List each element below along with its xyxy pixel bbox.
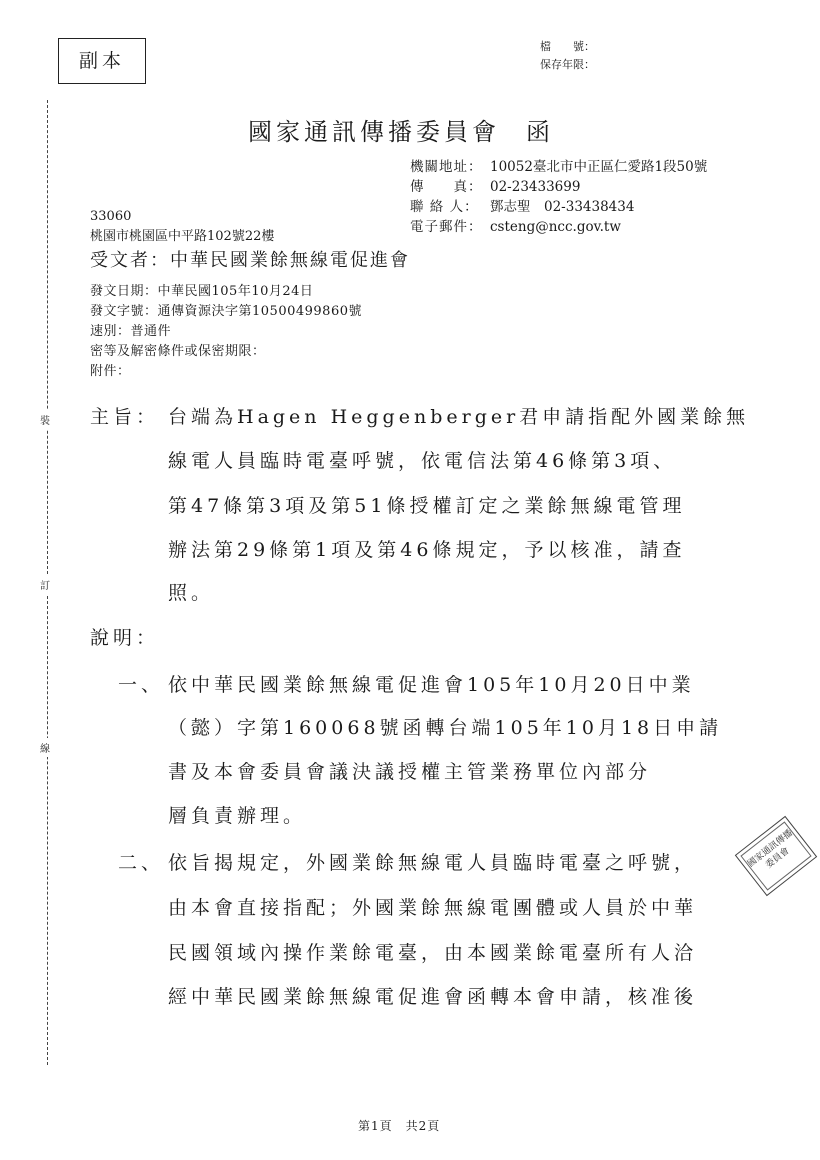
copy-label: 副本 [58, 38, 146, 84]
subject-line: 線電人員臨時電臺呼號，依電信法第46條第3項、 [168, 450, 677, 472]
document-title [248, 112, 554, 147]
recipient-postcode: 33060 [90, 209, 132, 224]
item-line: 依旨揭規定，外國業餘無線電人員臨時電臺之呼號， [168, 852, 698, 874]
binding-mark: 訂 [40, 575, 50, 594]
delivery-speed: 速別：普通件 [90, 324, 172, 339]
subject-label: 主旨： [90, 406, 160, 428]
item-line: （懿）字第160068號函轉台端105年10月18日申請 [168, 717, 723, 739]
item-line: 書及本會委員會議決議授權主管業務單位內部分 [168, 761, 652, 783]
subject-line: 照。 [168, 582, 215, 604]
subject-line: 第47條第3項及第51條授權訂定之業餘無線電管理 [168, 495, 686, 517]
item-line: 層負責辦理。 [168, 805, 307, 827]
subject-line: 辦法第29條第1項及第46條規定，予以核准，請查 [168, 539, 686, 561]
recipient-street: 桃園市桃園區中平路102號22樓 [90, 229, 275, 244]
contact-person-value: 鄧志聖 02-33438434 [490, 199, 635, 215]
fax-label: 傳 真： [410, 179, 483, 195]
issue-date: 發文日期：中華民國105年10月24日 [90, 284, 314, 299]
item-line: 民國領域內操作業餘電臺，由本國業餘電臺所有人洽 [168, 942, 698, 964]
document-number: 發文字號：通傳資源決字第10500499860號 [90, 304, 362, 319]
item-line: 依中華民國業餘無線電促進會105年10月20日中業 [168, 674, 695, 696]
item-line: 經中華民國業餘無線電促進會函轉本會申請，核准後 [168, 986, 698, 1008]
email-value: csteng@ncc.gov.tw [490, 219, 621, 235]
contact-fax [410, 175, 580, 195]
contact-address [410, 155, 707, 175]
official-stamp: 國家通訊傳播委員會 [735, 816, 817, 896]
item-line: 由本會直接指配；外國業餘無線電團體或人員於中華 [168, 897, 698, 919]
email-label: 電子郵件： [410, 219, 483, 235]
contact-person-label: 聯 絡 人： [410, 199, 479, 215]
item-number: 一、 [118, 674, 165, 696]
address-label: 機關地址： [410, 159, 483, 175]
secrecy-level: 密等及解密條件或保密期限： [90, 344, 266, 359]
document-type: 函 [526, 118, 554, 146]
item-number: 二、 [118, 852, 165, 874]
contact-person [410, 195, 634, 215]
subject-line: 台端為Hagen Heggenberger君申請指配外國業餘無 [168, 406, 750, 428]
page-number: 第1頁 共2頁 [358, 1119, 441, 1133]
address-value: 10052臺北市中正區仁愛路1段50號 [490, 159, 708, 175]
file-number-label: 檔 號： [540, 40, 595, 53]
explanation-label: 說明： [90, 627, 160, 649]
contact-email [410, 215, 621, 235]
binding-mark: 線 [40, 738, 50, 757]
fax-value: 02-23433699 [490, 179, 581, 195]
attachment: 附件： [90, 364, 131, 379]
retention-label: 保存年限： [540, 58, 595, 71]
recipient: 受文者：中華民國業餘無線電促進會 [90, 250, 410, 271]
binding-mark: 裝 [40, 410, 50, 429]
agency-name: 國家通訊傳播委員會 [248, 118, 500, 146]
